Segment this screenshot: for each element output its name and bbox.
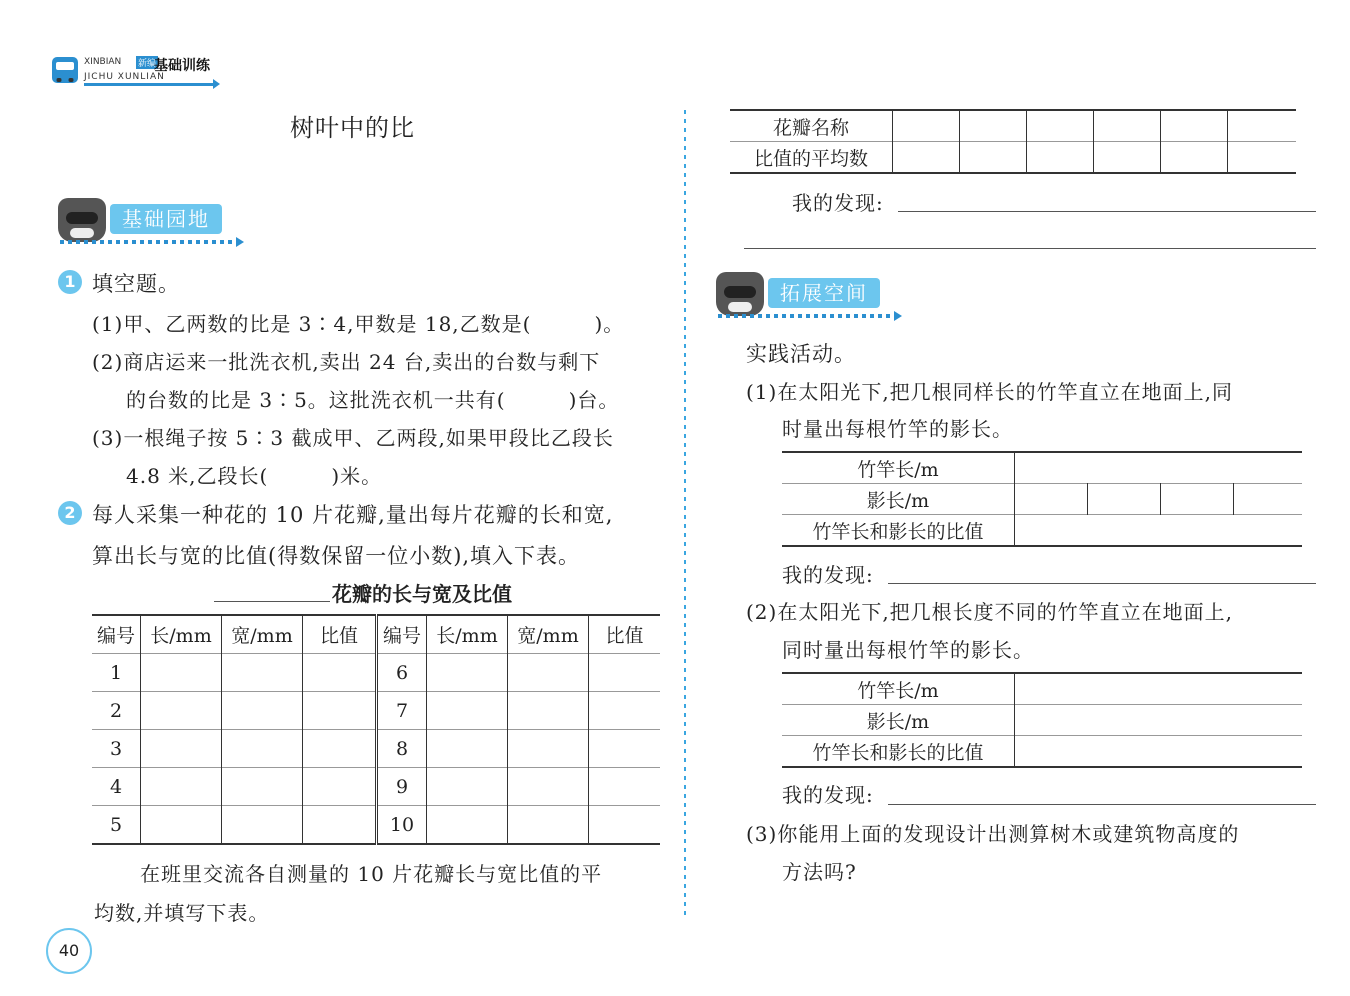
- dotted-arrow-icon: [60, 240, 236, 244]
- table-row: [782, 452, 1302, 484]
- input-cell[interactable]: [1161, 484, 1234, 515]
- bus-icon: [52, 57, 78, 83]
- page-number: 40: [46, 928, 92, 974]
- q1-item-2-cont: 的台数的比是 3∶5。这批洗衣机一共有( )台。: [126, 388, 620, 412]
- activity-heading: 实践活动。: [746, 342, 856, 366]
- header-cell: 长/mm: [141, 615, 222, 654]
- input-cell[interactable]: [508, 654, 589, 692]
- table-row: [92, 692, 660, 730]
- finding-answer-line[interactable]: [898, 211, 1316, 212]
- header-cell: 长/mm: [427, 615, 508, 654]
- pole-table-2: [782, 672, 1302, 768]
- input-cell[interactable]: [427, 768, 508, 806]
- input-cell[interactable]: [427, 730, 508, 768]
- pole-table-1: [782, 451, 1302, 547]
- row-number: 10: [377, 806, 427, 845]
- input-cell[interactable]: [1015, 705, 1303, 736]
- input-cell[interactable]: [589, 730, 661, 768]
- input-cell[interactable]: [589, 692, 661, 730]
- logo-pinyin-sub: JICHU XUNLIAN: [84, 72, 165, 82]
- section-banner-expand: [716, 272, 902, 312]
- input-cell[interactable]: [303, 806, 377, 845]
- input-cell[interactable]: [222, 768, 303, 806]
- input-cell[interactable]: [1027, 110, 1094, 142]
- input-cell[interactable]: [222, 692, 303, 730]
- input-cell[interactable]: [1228, 110, 1297, 142]
- table-row: [92, 768, 660, 806]
- input-cell[interactable]: [508, 730, 589, 768]
- header-cell: 比值: [303, 615, 377, 654]
- input-cell[interactable]: [1094, 142, 1161, 174]
- p1-line-2: 时量出每根竹竿的影长。: [782, 417, 1013, 441]
- donkey-mascot-icon: [58, 198, 106, 242]
- petal-table-title: 花瓣的长与宽及比值: [332, 582, 512, 606]
- input-cell[interactable]: [1161, 110, 1228, 142]
- input-cell[interactable]: [1027, 142, 1094, 174]
- row-number: 1: [92, 654, 141, 692]
- p1-line-1: (1)在太阳光下,把几根同样长的竹竿直立在地面上,同: [746, 380, 1234, 404]
- input-cell[interactable]: [1015, 673, 1303, 705]
- input-cell[interactable]: [960, 110, 1027, 142]
- row-number: 4: [92, 768, 141, 806]
- q1-item-1: (1)甲、乙两数的比是 3∶4,甲数是 18,乙数是( )。: [92, 312, 625, 336]
- input-cell[interactable]: [303, 768, 377, 806]
- input-cell[interactable]: [141, 806, 222, 845]
- row-number: 5: [92, 806, 141, 845]
- input-cell[interactable]: [1015, 515, 1303, 547]
- input-cell[interactable]: [141, 692, 222, 730]
- input-cell[interactable]: [222, 806, 303, 845]
- finding-answer-line[interactable]: [888, 804, 1316, 805]
- p3-line-2: 方法吗?: [782, 860, 857, 884]
- header-cell: 编号: [92, 615, 141, 654]
- row-number: 3: [92, 730, 141, 768]
- page-divider: [682, 110, 688, 918]
- header-cell: 宽/mm: [508, 615, 589, 654]
- series-logo: [52, 55, 232, 89]
- table-row: [92, 654, 660, 692]
- row-number: 6: [377, 654, 427, 692]
- input-cell[interactable]: [303, 692, 377, 730]
- table-row: [92, 806, 660, 845]
- input-cell[interactable]: [427, 654, 508, 692]
- input-cell[interactable]: [141, 768, 222, 806]
- table-row: [782, 705, 1302, 736]
- input-cell[interactable]: [1015, 484, 1088, 515]
- question-number-1: 1: [58, 270, 82, 294]
- input-cell[interactable]: [427, 692, 508, 730]
- table-row: [782, 484, 1302, 515]
- input-cell[interactable]: [1094, 110, 1161, 142]
- table-header-row: [92, 615, 660, 654]
- input-cell[interactable]: [589, 768, 661, 806]
- table-row: [730, 110, 1296, 142]
- section-title-basic: 基础园地: [110, 204, 222, 234]
- row-label: 影长/m: [782, 484, 1015, 515]
- row-label: 竹竿长/m: [782, 452, 1015, 484]
- row-number: 7: [377, 692, 427, 730]
- row-number: 2: [92, 692, 141, 730]
- logo-arrow-icon: [84, 83, 214, 86]
- input-cell[interactable]: [589, 654, 661, 692]
- header-cell: 宽/mm: [222, 615, 303, 654]
- table-title-blank: [214, 601, 330, 602]
- finding-label: 我的发现:: [782, 783, 874, 807]
- table-row: [782, 515, 1302, 547]
- logo-pinyin-top: XINBIAN: [84, 57, 122, 67]
- row-label: 竹竿长和影长的比值: [782, 515, 1015, 547]
- input-cell[interactable]: [589, 806, 661, 845]
- section-banner-basic: [58, 198, 248, 238]
- section-title-expand: 拓展空间: [768, 278, 880, 308]
- question-number-2: 2: [58, 501, 82, 525]
- logo-title: 基础训练: [154, 58, 210, 74]
- q2-line-2: 算出长与宽的比值(得数保留一位小数),填入下表。: [92, 544, 581, 568]
- input-cell[interactable]: [893, 142, 960, 174]
- header-cell: 编号: [377, 615, 427, 654]
- input-cell[interactable]: [508, 768, 589, 806]
- petal-table: [92, 614, 660, 845]
- input-cell[interactable]: [222, 730, 303, 768]
- table-row: [782, 673, 1302, 705]
- finding-label: 我的发现:: [792, 191, 884, 215]
- q2-after-line-2: 均数,并填写下表。: [94, 901, 270, 925]
- table-row: [92, 730, 660, 768]
- input-cell[interactable]: [141, 730, 222, 768]
- row-label: 竹竿长和影长的比值: [782, 736, 1015, 768]
- row-label: 比值的平均数: [730, 142, 893, 174]
- input-cell[interactable]: [1228, 142, 1297, 174]
- row-label: 影长/m: [782, 705, 1015, 736]
- q1-item-3: (3)一根绳子按 5∶3 截成甲、乙两段,如果甲段比乙段长: [92, 426, 614, 450]
- input-cell[interactable]: [893, 110, 960, 142]
- input-cell[interactable]: [1015, 736, 1303, 768]
- input-cell[interactable]: [960, 142, 1027, 174]
- input-cell[interactable]: [1234, 484, 1303, 515]
- input-cell[interactable]: [303, 654, 377, 692]
- finding-answer-line[interactable]: [744, 248, 1316, 249]
- page-title: 树叶中的比: [290, 114, 415, 142]
- row-label: 花瓣名称: [730, 110, 893, 142]
- table-row: [730, 142, 1296, 174]
- finding-answer-line[interactable]: [888, 583, 1316, 584]
- logo-badge: 新编: [136, 56, 158, 69]
- finding-label: 我的发现:: [782, 563, 874, 587]
- q1-item-3-cont: 4.8 米,乙段长( )米。: [126, 464, 383, 488]
- input-cell[interactable]: [222, 654, 303, 692]
- zebra-mascot-icon: [716, 272, 764, 316]
- p3-line-1: (3)你能用上面的发现设计出测算树木或建筑物高度的: [746, 822, 1240, 846]
- row-label: 竹竿长/m: [782, 673, 1015, 705]
- row-number: 8: [377, 730, 427, 768]
- q1-heading: 填空题。: [92, 272, 180, 296]
- q2-after-line-1: 在班里交流各自测量的 10 片花瓣长与宽比值的平: [140, 862, 603, 886]
- row-number: 9: [377, 768, 427, 806]
- input-cell[interactable]: [1015, 452, 1303, 484]
- input-cell[interactable]: [1088, 484, 1161, 515]
- input-cell[interactable]: [427, 806, 508, 845]
- q2-line-1: 每人采集一种花的 10 片花瓣,量出每片花瓣的长和宽,: [92, 503, 614, 527]
- input-cell[interactable]: [508, 692, 589, 730]
- petal-average-table: [730, 109, 1296, 174]
- dotted-arrow-icon: [718, 314, 894, 318]
- input-cell[interactable]: [1161, 142, 1228, 174]
- input-cell[interactable]: [303, 730, 377, 768]
- input-cell[interactable]: [141, 654, 222, 692]
- input-cell[interactable]: [508, 806, 589, 845]
- p2-line-1: (2)在太阳光下,把几根长度不同的竹竿直立在地面上,: [746, 600, 1234, 624]
- p2-line-2: 同时量出每根竹竿的影长。: [782, 638, 1034, 662]
- header-cell: 比值: [605, 625, 644, 647]
- q1-item-2: (2)商店运来一批洗衣机,卖出 24 台,卖出的台数与剩下: [92, 350, 601, 374]
- table-row: [782, 736, 1302, 768]
